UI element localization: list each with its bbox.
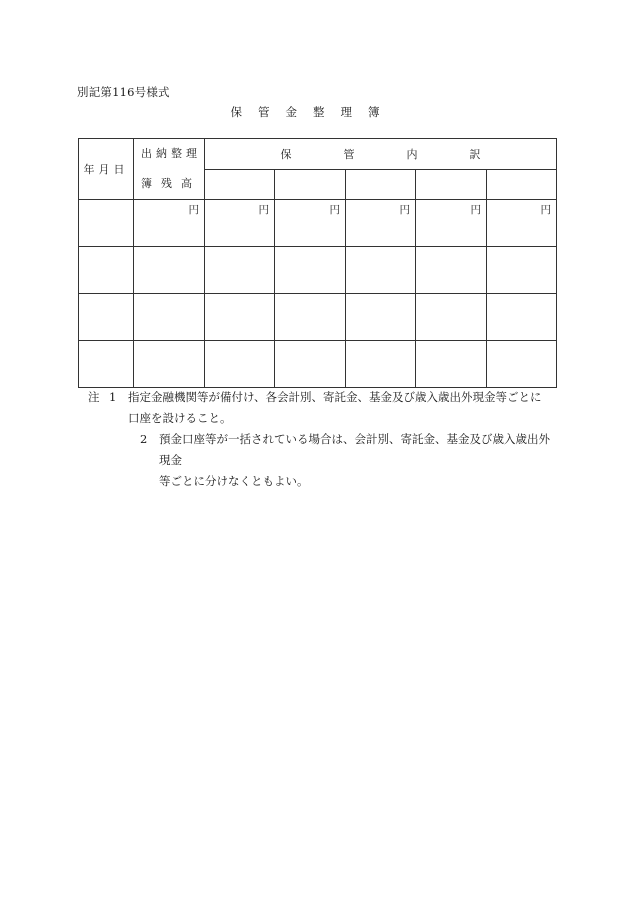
breakdown-char: 保	[280, 148, 292, 161]
note-line: 口座を設けること。	[128, 411, 232, 425]
breakdown-char: 訳	[469, 148, 481, 161]
header-balance	[134, 139, 205, 200]
table-cell	[205, 247, 275, 294]
note-text	[159, 429, 558, 492]
cell-unit: 円	[275, 200, 346, 247]
header-date: 年月日	[79, 139, 134, 200]
table-cell	[346, 247, 416, 294]
table-cell	[134, 341, 205, 388]
header-balance-line1: 出納整理	[141, 147, 201, 160]
table-cell	[416, 247, 487, 294]
note-line: 等ごとに分けなくともよい。	[159, 474, 309, 488]
table-cell	[346, 294, 416, 341]
table-cell	[79, 294, 134, 341]
note-line: 預金口座等が一括されている場合は、会計別、寄託金、基金及び歳入歳出外現金	[159, 432, 550, 467]
breakdown-subheader	[205, 170, 275, 200]
note-text	[128, 387, 558, 429]
table-cell	[275, 341, 346, 388]
title-char: 簿	[368, 105, 380, 119]
table-cell	[79, 341, 134, 388]
breakdown-subheader	[487, 170, 557, 200]
table-cell	[416, 341, 487, 388]
breakdown-subheader	[346, 170, 416, 200]
table-cell	[205, 341, 275, 388]
note-lead: 注	[88, 390, 100, 404]
table-row	[79, 341, 557, 388]
cell-unit: 円	[416, 200, 487, 247]
table-cell	[416, 294, 487, 341]
cell-unit: 円	[205, 200, 275, 247]
breakdown-subheader	[275, 170, 346, 200]
table-cell	[275, 247, 346, 294]
table-cell	[134, 294, 205, 341]
note-number: 1	[109, 390, 117, 404]
title-char: 理	[340, 105, 352, 119]
title-char: 管	[258, 105, 270, 119]
table-row	[79, 247, 557, 294]
table-cell	[487, 294, 557, 341]
breakdown-char: 管	[343, 148, 355, 161]
table-cell	[487, 341, 557, 388]
ledger-table	[78, 138, 557, 388]
document-title	[205, 104, 405, 120]
note-number: 2	[140, 432, 148, 446]
note-line: 指定金融機関等が備付け、各会計別、寄託金、基金及び歳入歳出外現金等ごとに	[128, 390, 542, 404]
table-cell	[134, 247, 205, 294]
table-cell	[487, 247, 557, 294]
header-balance-line2: 簿残高	[141, 177, 201, 190]
table-cell	[275, 294, 346, 341]
title-char: 整	[313, 105, 325, 119]
title-char: 保	[230, 105, 242, 119]
notes-section	[88, 387, 558, 492]
table-cell	[205, 294, 275, 341]
table-cell	[79, 247, 134, 294]
form-number: 別記第116号様式	[77, 85, 170, 99]
breakdown-subheader	[416, 170, 487, 200]
note-item	[88, 387, 558, 429]
table-row	[79, 294, 557, 341]
title-char: 金	[285, 105, 297, 119]
table-row	[79, 200, 557, 247]
cell-unit: 円	[134, 200, 205, 247]
note-item	[88, 429, 558, 492]
cell-unit: 円	[487, 200, 557, 247]
cell-unit: 円	[346, 200, 416, 247]
cell-date	[79, 200, 134, 247]
breakdown-char: 内	[406, 148, 418, 161]
table-cell	[346, 341, 416, 388]
header-breakdown	[205, 139, 557, 170]
